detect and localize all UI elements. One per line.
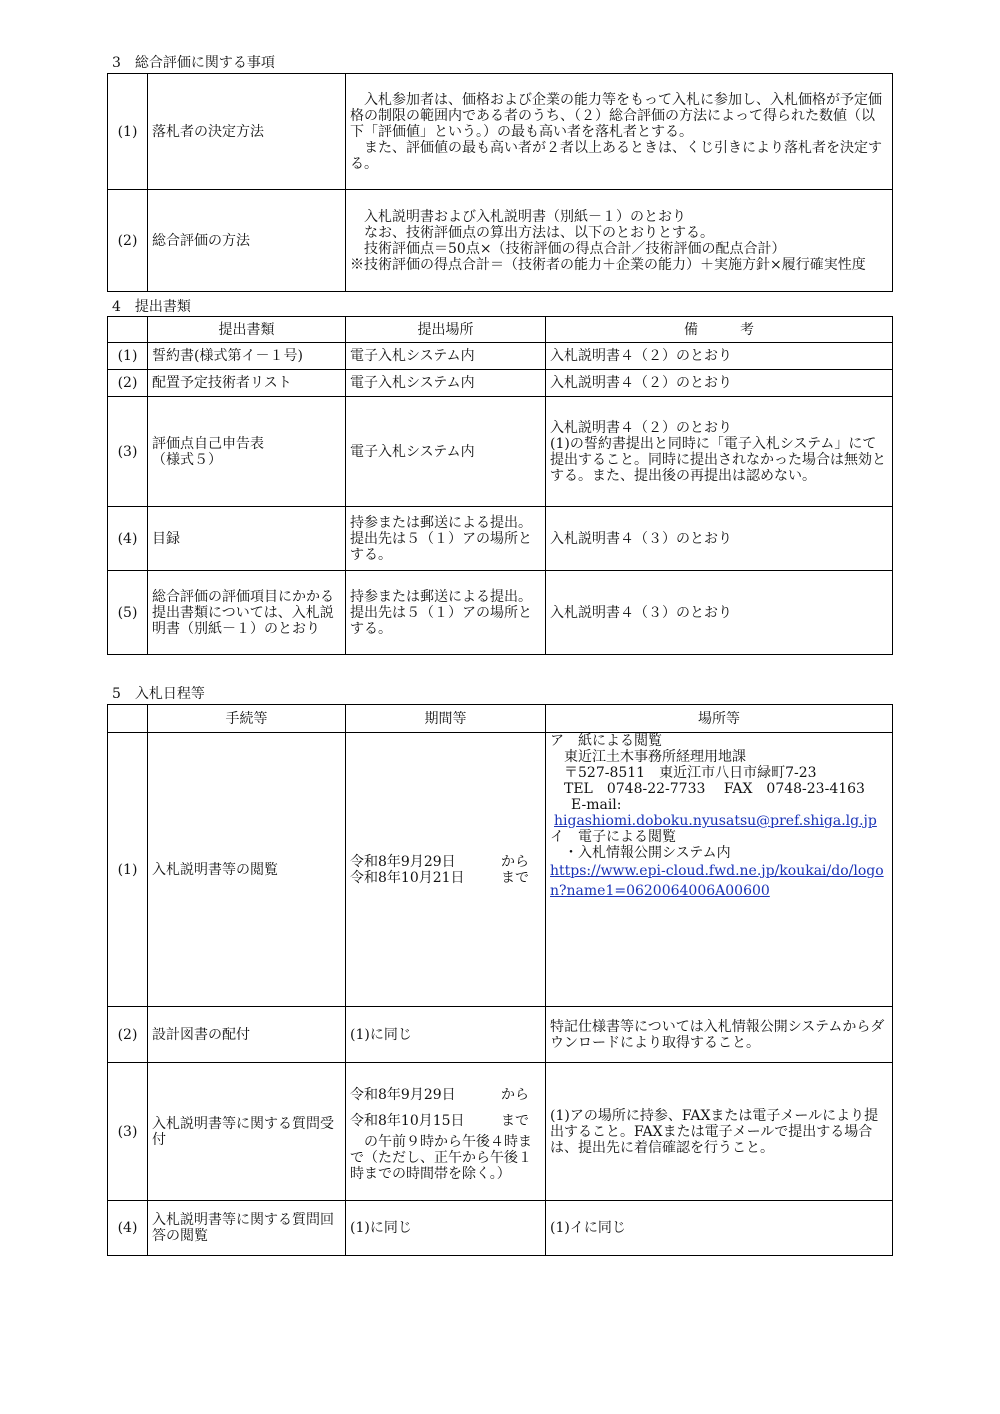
column-header: 提出場所: [346, 317, 546, 343]
remarks: 入札説明書４（３）のとおり: [546, 571, 893, 655]
row-number: (5): [108, 571, 148, 655]
column-header: 場所等: [546, 705, 893, 733]
document-name: 誓約書(様式第イ－１号): [148, 343, 346, 370]
row-number: (2): [108, 1007, 148, 1063]
period: 令和8年9月29日 から 令和8年10月15日 まで の午前９時から午後４時まで（ただし、正午から午後１時までの時間帯を除く。）: [346, 1063, 546, 1201]
item-description: 入札参加者は、価格および企業の能力等をもって入札に参加し、入札価格が予定価格の制限の範囲内である者のうち、（２）総合評価の方法によって得られた数値（以下「評価値」という。）の最も高い者を落札者とする。 また、評価値の最も高い者が２者以上あるときは、くじ引きにより落札者を決定する。: [346, 74, 893, 190]
row-number: (1): [108, 733, 148, 1007]
remarks: 入札説明書４（２）のとおり: [546, 370, 893, 397]
table-row: [108, 1007, 893, 1063]
item-label: 総合評価の方法: [148, 190, 346, 292]
document-name: 総合評価の評価項目にかかる提出書類については、入札説明書（別紙－１）のとおり: [148, 571, 346, 655]
period: 令和8年9月29日 から 令和8年10月21日 まで: [346, 733, 546, 1007]
submission-place: 持参または郵送による提出。提出先は５（１）アの場所とする。: [346, 507, 546, 571]
table-row: [108, 370, 893, 397]
table-row: [108, 74, 893, 190]
documents-table: [107, 316, 893, 655]
period: (1)に同じ: [346, 1201, 546, 1256]
submission-place: 電子入札システム内: [346, 397, 546, 507]
column-header: 期間等: [346, 705, 546, 733]
document-name: 配置予定技術者リスト: [148, 370, 346, 397]
document-name: 評価点自己申告表 （様式５）: [148, 397, 346, 507]
procedure-label: 入札説明書等の閲覧: [148, 733, 346, 1007]
submission-place: 電子入札システム内: [346, 370, 546, 397]
section-4-heading: 4 提出書類: [112, 299, 191, 315]
row-number: (4): [108, 507, 148, 571]
row-number: (1): [108, 343, 148, 370]
table-row: [108, 343, 893, 370]
table-row: [108, 507, 893, 571]
table-row: [108, 571, 893, 655]
column-header: 提出書類: [148, 317, 346, 343]
section-3-heading: 3 総合評価に関する事項: [112, 55, 275, 71]
row-number: (1): [108, 74, 148, 190]
procedure-label: 設計図書の配付: [148, 1007, 346, 1063]
remarks: 入札説明書４（２）のとおり (1)の誓約書提出と同時に「電子入札システム」にて提出すること。同時に提出されなかった場合は無効とする。また、提出後の再提出は認めない。: [546, 397, 893, 507]
system-url-link[interactable]: https://www.epi-cloud.fwd.ne.jp/koukai/do/logon?name1=0620064006A00600: [550, 863, 884, 899]
remarks: 入札説明書４（２）のとおり: [546, 343, 893, 370]
table-header-row: [108, 705, 893, 733]
document-name: 目録: [148, 507, 346, 571]
table-row: [108, 1063, 893, 1201]
table-row: [108, 733, 893, 1007]
submission-place: 電子入札システム内: [346, 343, 546, 370]
period: (1)に同じ: [346, 1007, 546, 1063]
location: (1)イに同じ: [546, 1201, 893, 1256]
column-header: 手続等: [148, 705, 346, 733]
email-link[interactable]: higashiomi.doboku.nyusatsu@pref.shiga.lg.jp: [554, 813, 877, 829]
row-number: (3): [108, 1063, 148, 1201]
location: (1)アの場所に持参、FAXまたは電子メールにより提出すること。FAXまたは電子メールで提出する場合は、提出先に着信確認を行うこと。: [546, 1063, 893, 1201]
location: 特記仕様書等については入札情報公開システムからダウンロードにより取得すること。: [546, 1007, 893, 1063]
row-number: (4): [108, 1201, 148, 1256]
row-number: (2): [108, 370, 148, 397]
column-header: 備 考: [546, 317, 893, 343]
section-5-heading: 5 入札日程等: [112, 686, 205, 702]
procedure-label: 入札説明書等に関する質問回答の閲覧: [148, 1201, 346, 1256]
table-row: [108, 397, 893, 507]
location: ア 紙による閲覧 東近江土木事務所経理用地課 〒527-8511 東近江市八日市緑町7-23 TEL 0748-22-7733 FAX 0748-23-4163 E-mail: higashiomi.doboku.nyusatsu@pref.shiga.lg.jp イ 電子による閲覧 ・入札情報公開システム内 https://www.epi-cloud.fwd.ne.jp/koukai/do/logon?name1=0620064006A00600: [546, 733, 893, 1007]
row-number: (2): [108, 190, 148, 292]
table-row: [108, 190, 893, 292]
schedule-table: [107, 704, 893, 1256]
evaluation-table: [107, 73, 893, 292]
table-row: [108, 1201, 893, 1256]
remarks: 入札説明書４（３）のとおり: [546, 507, 893, 571]
row-number: (3): [108, 397, 148, 507]
table-header-row: [108, 317, 893, 343]
item-description: 入札説明書および入札説明書（別紙－１）のとおり なお、技術評価点の算出方法は、以下のとおりとする。 技術評価点＝50点×（技術評価の得点合計／技術評価の配点合計） ※技術評価の得点合計＝（技術者の能力＋企業の能力）＋実施方針×履行確実性度: [346, 190, 893, 292]
submission-place: 持参または郵送による提出。提出先は５（１）アの場所とする。: [346, 571, 546, 655]
procedure-label: 入札説明書等に関する質問受付: [148, 1063, 346, 1201]
item-label: 落札者の決定方法: [148, 74, 346, 190]
